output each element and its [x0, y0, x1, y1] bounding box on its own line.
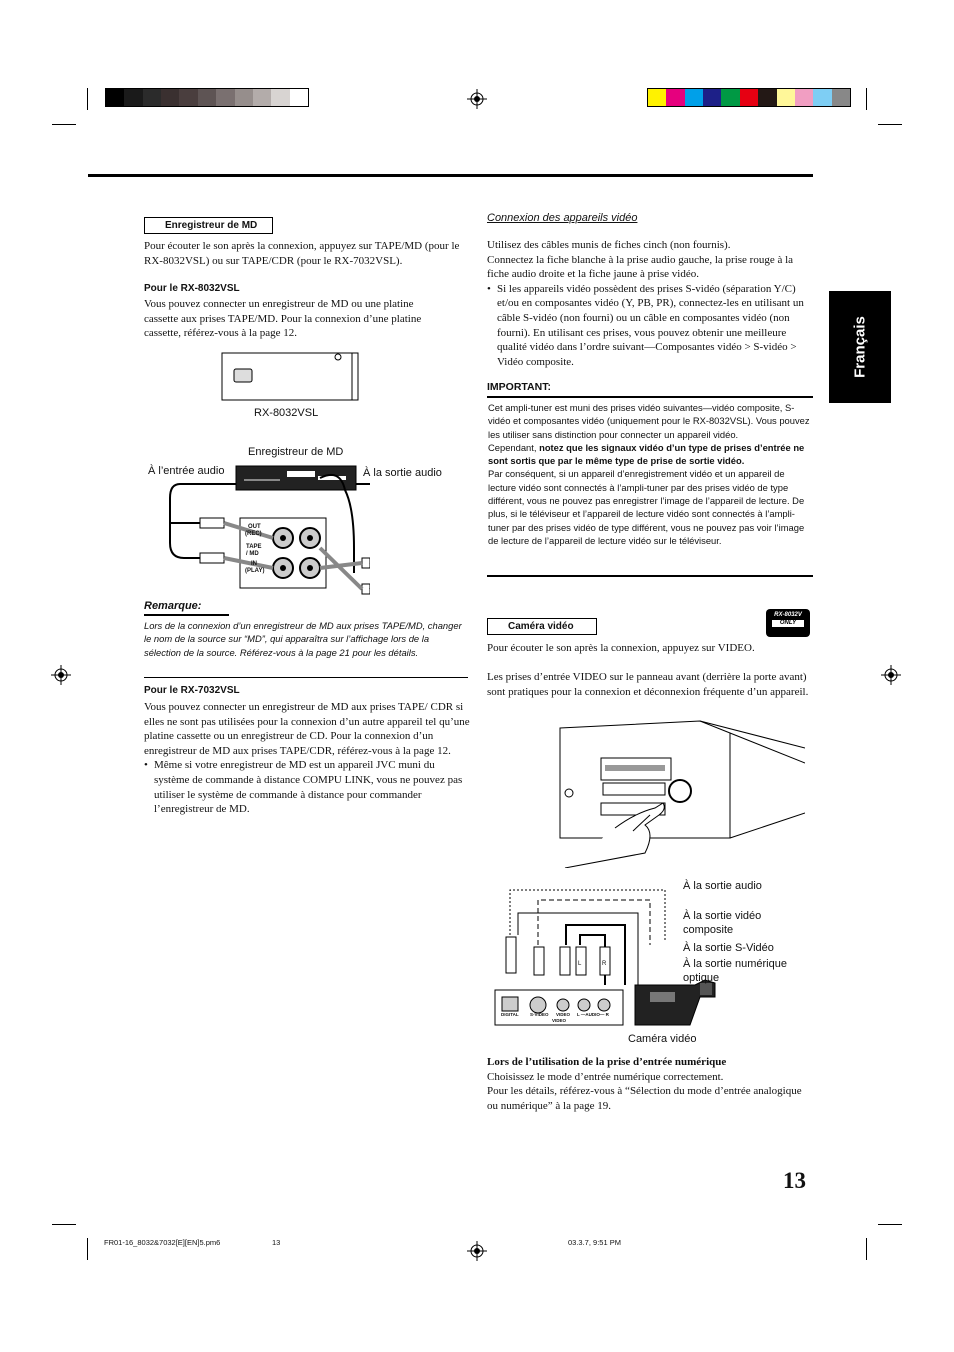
video-p2: Connectez la fiche blanche à la prise audio gauche, la prise rouge à la fiche audio droite et la fiche jaune à prise vidéo.: [487, 253, 794, 281]
panel-label-group: VIDEO: [552, 1018, 567, 1023]
color-swatch: [740, 89, 758, 106]
color-swatch: [124, 89, 142, 106]
page-number: 13: [783, 1168, 806, 1193]
color-swatch: [648, 89, 666, 106]
para-8032: [144, 297, 444, 341]
digital-p2: Pour les détails, référez-vous à “Sélection du mode d’entrée analogique ou numérique” à la page 19.: [487, 1085, 802, 1112]
only-badge-line1: RX-8032V: [774, 612, 802, 618]
label-camera: Caméra vidéo: [628, 1033, 697, 1045]
video-bullet-list: [487, 282, 811, 370]
only-badge-line2: ONLY: [772, 620, 804, 627]
video-bullet: • Si les appareils vidéo possèdent des prises S-vidéo (séparation Y/C) et/ou en composantes vidéo (Y, PB, PR), connectez-les en utilisant un câble S-vidéo (non fourni) ou un câble en composantes vidéo (non fourni). En utilisant ces prises, vous pouvez obtenir une meilleure qualité vidéo dans l’ordre suivant—Composantes vidéo > S-vidéo > Vidéo composite.: [487, 282, 811, 370]
receiver-front-illustration: [555, 713, 805, 868]
para-7032-text: Vous pouvez connecter un enregistreur de MD aux prises TAPE/ CDR si elles ne sont pas utilisées pour la connexion d’un autre appareil tel qu’une platine cassette ou un enregistreur de CD. Pour la connexion d’un enregistreur de MD aux prises TAPE/CDR, référez-vous à la page 12.: [144, 701, 470, 757]
panel-label-audio: L —AUDIO— R: [577, 1012, 609, 1017]
grayscale-bar: [105, 88, 309, 107]
important-p3: Par conséquent, si un appareil d’enregistrement vidéo et un appareil de lecture vidéo sont connectés à l’ampli-tuner par des prises vidéo de type différent, vous ne pouvez pas enregistrer l’image de l’appareil de lecture. De plus, si le téléviseur et l’appareil de lecture vidéo sont connectés à l’ampli-tuner par des prises vidéo de type différent, vous ne pouvez pas voir l’image de lecture de l’appareil de lecture vidéo sur le téléviseur.: [488, 468, 805, 546]
receiver-label: RX-8032VSL: [254, 407, 319, 419]
crop-mark: [866, 1238, 867, 1260]
label-video-out-2: composite: [683, 924, 734, 936]
panel-label-video: VIDEO: [556, 1012, 571, 1017]
color-swatch: [235, 89, 253, 106]
subheading-8032: Pour le RX-8032VSL: [144, 283, 240, 294]
jack-label-in: IN: [251, 561, 257, 567]
color-swatch: [253, 89, 271, 106]
video-heading: Connexion des appareils vidéo: [487, 212, 638, 224]
footer-file: FR01-16_8032&7032[E][EN]5.pm6: [104, 1238, 221, 1247]
jack-label-rec: (REC): [245, 531, 262, 537]
plug-label-r: R: [602, 961, 607, 967]
important-rule-bottom: [487, 575, 813, 577]
md-intro-text: Pour écouter le son après la connexion, appuyez sur TAPE/MD (pour le RX-8032VSL) ou sur TAPE/CDR (pour le RX-7032VSL).: [144, 240, 460, 267]
camera-heading-text: Caméra vidéo: [508, 621, 574, 632]
important-p2-bold: notez que les signaux vidéo d’un type de prises d’entrée ne sont sortis que par le même type de prise de sortie vidéo.: [488, 441, 805, 467]
color-swatch: [198, 89, 216, 106]
important-box: [488, 401, 814, 547]
color-swatch: [703, 89, 721, 106]
label-video-out-1: À la sortie vidéo: [683, 910, 762, 922]
camera-heading: [487, 618, 597, 635]
label-audio-out: À la sortie audio: [683, 880, 762, 892]
para-8032-text: Vous pouvez connecter un enregistreur de MD ou une platine cassette aux prises TAPE/MD. Pour la connexion d’une platine cassette, référez-vous à la page 12.: [144, 298, 422, 340]
label-svideo-out: À la sortie S-Vidéo: [683, 942, 774, 954]
digital-p1: Choisissez le mode d’entrée numérique correctement.: [487, 1070, 724, 1083]
md-intro: [144, 239, 468, 268]
registration-target-icon: [51, 665, 71, 685]
bullet-list-7032: [144, 758, 470, 816]
crop-mark: [87, 1238, 88, 1260]
md-heading: [144, 217, 273, 234]
md-heading-text: Enregistreur de MD: [165, 220, 258, 231]
color-swatch: [832, 89, 850, 106]
jack-label-play: (PLAY): [245, 568, 265, 574]
important-p2: [488, 441, 814, 468]
audio-output-label: À la sortie audio: [363, 467, 442, 479]
color-swatch: [179, 89, 197, 106]
important-p2-lead: Cependant,: [488, 441, 540, 453]
panel-label-digital: DIGITAL: [501, 1012, 519, 1017]
footer-date: 03.3.7, 9:51 PM: [568, 1238, 621, 1247]
language-tab-label: Français: [851, 316, 869, 378]
important-rule-top: [487, 396, 813, 398]
receiver-front-drawing: [555, 713, 805, 868]
registration-target-icon: [467, 1241, 487, 1261]
color-swatch: [106, 89, 124, 106]
remark-title: Remarque:: [144, 600, 202, 612]
video-p1: Utilisez des câbles munis de fiches cinch (non fournis).: [487, 239, 731, 251]
crop-mark: [878, 1224, 902, 1225]
registration-target-icon: [467, 89, 487, 109]
crop-mark: [52, 124, 76, 125]
remark-rule: [144, 677, 468, 678]
crop-mark: [87, 88, 88, 110]
panel-label-svideo: S-VIDEO: [530, 1012, 549, 1017]
para-7032: [144, 700, 470, 817]
only-badge: [766, 609, 810, 637]
color-swatch: [795, 89, 813, 106]
top-rule: [88, 174, 813, 177]
digital-title: Lors de l’utilisation de la prise d’entrée numérique: [487, 1056, 727, 1068]
recorder-label: Enregistreur de MD: [248, 446, 344, 458]
color-swatch: [161, 89, 179, 106]
color-bar: [647, 88, 851, 107]
digital-section: [487, 1055, 813, 1113]
important-title: IMPORTANT:: [487, 381, 551, 393]
video-section: [487, 238, 811, 369]
plug-label-l: L: [578, 961, 582, 967]
color-swatch: [777, 89, 795, 106]
color-swatch: [685, 89, 703, 106]
subheading-7032: Pour le RX-7032VSL: [144, 685, 240, 696]
bullet-7032: • Même si votre enregistreur de MD est un appareil JVC muni du système de commande à distance COMPU LINK, vous ne pouvez pas utiliser le système de commande à distance pour commander l’enregistreur de MD.: [144, 758, 470, 816]
color-swatch: [143, 89, 161, 106]
crop-mark: [52, 1224, 76, 1225]
remark-text: Lors de la connexion d’un enregistreur de MD aux prises TAPE/MD, changer le nom de la source sur “MD”, qui apparaîtra sur l’affichage lors de la sélection de la source. Référez-vous à la page 21 pour les détails.: [144, 620, 462, 658]
footer-page: 13: [272, 1238, 281, 1247]
registration-target-icon: [881, 665, 901, 685]
camera-p2: Les prises d’entrée VIDEO sur le panneau avant (derrière la porte avant) sont pratiques pour la connexion et déconnexion fréquente d’un appareil.: [487, 671, 809, 698]
color-swatch: [758, 89, 776, 106]
camera-p1: Pour écouter le son après la connexion, appuyez sur VIDEO.: [487, 642, 755, 654]
jack-label-out: OUT: [248, 524, 261, 530]
color-swatch: [290, 89, 308, 106]
jack-label-tape: TAPE: [246, 544, 262, 550]
label-optical-out-1: À la sortie numérique: [683, 958, 787, 970]
crop-mark: [866, 88, 867, 110]
audio-input-label: À l’entrée audio: [148, 465, 225, 477]
crop-mark: [878, 124, 902, 125]
important-p1: Cet ampli-tuner est muni des prises vidéo suivantes—vidéo composite, S-vidéo et composantes vidéo (uniquement pour le RX-8032VSL). Vous pouvez les utiliser sans distinction pour connecter un appareil vidéo.: [488, 402, 810, 440]
color-swatch: [721, 89, 739, 106]
remark-underline: [144, 614, 229, 616]
color-swatch: [813, 89, 831, 106]
label-optical-out-2: optique: [683, 972, 720, 984]
color-swatch: [216, 89, 234, 106]
language-tab: [829, 291, 891, 403]
jack-label-md: / MD: [246, 551, 259, 557]
color-swatch: [666, 89, 684, 106]
color-swatch: [271, 89, 289, 106]
